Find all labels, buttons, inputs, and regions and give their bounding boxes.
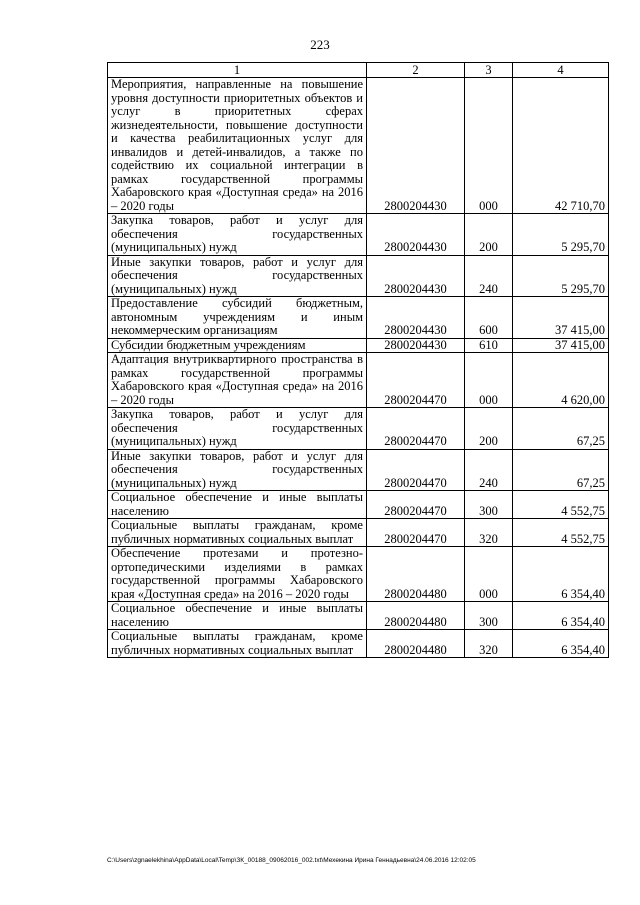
table-row [108,630,609,658]
target-article-code: 2800204480 [367,547,465,602]
row-description: Закупка товаров, работ и услуг для обеспечения государственных (муниципальных) нужд [108,214,367,256]
amount-value: 4 552,75 [513,491,609,519]
row-description: Закупка товаров, работ и услуг для обеспечения государственных (муниципальных) нужд [108,408,367,450]
table-row [108,297,609,339]
table-row [108,78,609,214]
row-description: Социальное обеспечение и иные выплаты населению [108,602,367,630]
target-article-code: 2800204480 [367,630,465,658]
expense-type-code: 320 [465,519,513,547]
target-article-code: 2800204430 [367,78,465,214]
target-article-code: 2800204470 [367,519,465,547]
expense-type-code: 240 [465,255,513,297]
expense-type-code: 000 [465,78,513,214]
row-description: Обеспечение протезами и протезно-ортопедическими изделиями в рамках государственной программы Хабаровского края «Доступная среда» на 2016 – 2020 годы [108,547,367,602]
expense-type-code: 300 [465,602,513,630]
row-description: Иные закупки товаров, работ и услуг для обеспечения государственных (муниципальных) нужд [108,449,367,491]
table-row [108,353,609,408]
expense-type-code: 320 [465,630,513,658]
amount-value: 4 552,75 [513,519,609,547]
row-description: Социальные выплаты гражданам, кроме публичных нормативных социальных выплат [108,630,367,658]
amount-value: 6 354,40 [513,630,609,658]
table-row [108,519,609,547]
target-article-code: 2800204470 [367,353,465,408]
row-description: Социальные выплаты гражданам, кроме публичных нормативных социальных выплат [108,519,367,547]
amount-value: 37 415,00 [513,297,609,339]
row-description: Предоставление субсидий бюджетным, автономным учреждениям и иным некоммерческим организациям [108,297,367,339]
row-description: Социальное обеспечение и иные выплаты населению [108,491,367,519]
row-description: Адаптация внутриквартирного пространства в рамках государственной программы Хабаровского края «Доступная среда» на 2016 – 2020 годы [108,353,367,408]
table-row [108,214,609,256]
amount-value: 6 354,40 [513,547,609,602]
expense-type-code: 200 [465,408,513,450]
expense-type-code: 200 [465,214,513,256]
column-header: 2 [367,63,465,78]
expense-type-code: 300 [465,491,513,519]
amount-value: 37 415,00 [513,338,609,353]
target-article-code: 2800204480 [367,602,465,630]
header-row [108,63,609,78]
expense-type-code: 610 [465,338,513,353]
table-row [108,602,609,630]
table-row [108,449,609,491]
expense-type-code: 240 [465,449,513,491]
amount-value: 5 295,70 [513,255,609,297]
amount-value: 42 710,70 [513,78,609,214]
table-row [108,338,609,353]
budget-table [107,62,609,658]
column-header: 3 [465,63,513,78]
column-header: 4 [513,63,609,78]
amount-value: 67,25 [513,408,609,450]
amount-value: 67,25 [513,449,609,491]
target-article-code: 2800204470 [367,491,465,519]
page-number: 223 [310,37,330,52]
table-row [108,255,609,297]
expense-type-code: 000 [465,353,513,408]
target-article-code: 2800204430 [367,338,465,353]
target-article-code: 2800204430 [367,297,465,339]
table-row [108,547,609,602]
amount-value: 5 295,70 [513,214,609,256]
file-path-footer: C:\Users\zgnaelekhina\AppData\Local\Temp\ЗК_00188_09062016_002.txt\Мехекина Ирина Геннадьевна\24.06.2016 12:02:05 [107,857,476,864]
expense-type-code: 600 [465,297,513,339]
target-article-code: 2800204470 [367,449,465,491]
row-description: Иные закупки товаров, работ и услуг для обеспечения государственных (муниципальных) нужд [108,255,367,297]
table-row [108,408,609,450]
amount-value: 4 620,00 [513,353,609,408]
row-description: Субсидии бюджетным учреждениям [108,338,367,353]
expense-type-code: 000 [465,547,513,602]
column-header: 1 [108,63,367,78]
table-body [108,78,609,658]
row-description: Мероприятия, направленные на повышение уровня доступности приоритетных объектов и услуг в приоритетных сферах жизнедеятельности, повышение доступности и качества реабилитационных услуг для инвалидов и детей-инвалидов, а также по содействию их социальной интеграции в рамках государственной программы Хабаровского края «Доступная среда» на 2016 – 2020 годы [108,78,367,214]
table-row [108,491,609,519]
target-article-code: 2800204430 [367,255,465,297]
amount-value: 6 354,40 [513,602,609,630]
target-article-code: 2800204430 [367,214,465,256]
target-article-code: 2800204470 [367,408,465,450]
